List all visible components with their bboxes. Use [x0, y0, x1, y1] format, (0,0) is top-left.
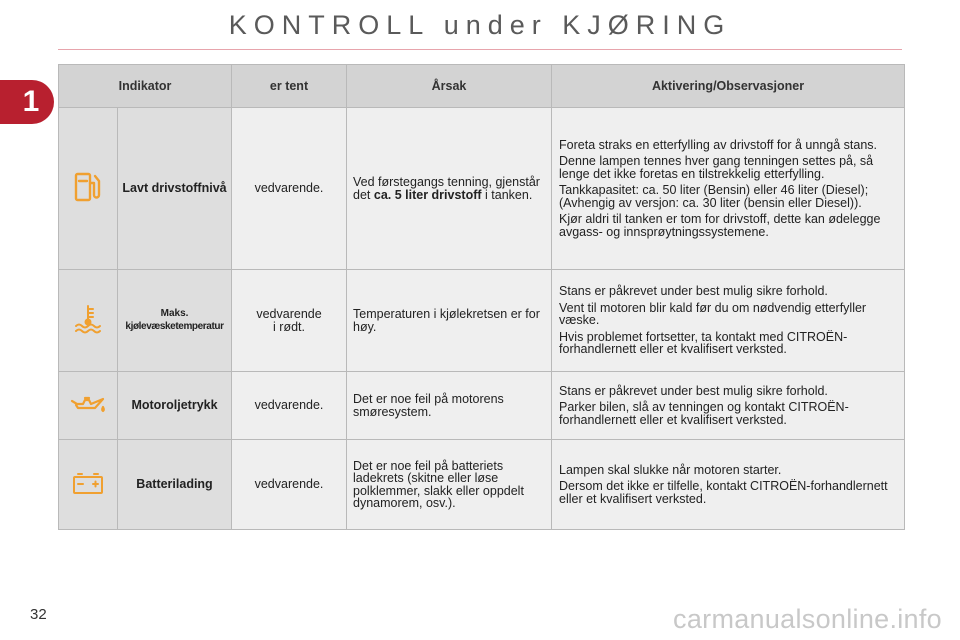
action-paragraph: Stans er påkrevet under best mulig sikre forhold. — [559, 383, 828, 398]
action-paragraph: Parker bilen, slå av tenningen og kontakt CITROËN-forhandlernett eller et kvalifisert verksted. — [559, 400, 849, 427]
table-header-row — [59, 65, 905, 108]
cause-text: Temperaturen i kjølekretsen er for høy. — [347, 270, 552, 372]
action-paragraph: Foreta straks en etterfylling av drivstoff for å unngå stans. — [559, 137, 877, 152]
indicator-name: Lavt drivstoffnivå — [118, 108, 232, 270]
cause-text: Det er noe feil på motorens smøresystem. — [347, 372, 552, 440]
action-paragraph: Denne lampen tennes hver gang tenningen settes på, så lenge det ikke foretas en tilstrekkelig etterfylling. — [559, 154, 874, 181]
icon-cell — [59, 108, 118, 270]
icon-cell — [59, 440, 118, 530]
table-row — [59, 108, 905, 270]
action-paragraph: Kjør aldri til tanken er tom for drivstoff, dette kan ødelegge avgass- og innsprøytningssystemene. — [559, 212, 881, 239]
action-paragraph: Stans er påkrevet under best mulig sikre forhold. — [559, 284, 828, 299]
indicator-name-line: Maks. — [160, 308, 189, 319]
icon-cell — [59, 270, 118, 372]
table-row — [59, 372, 905, 440]
action-paragraph: Hvis problemet fortsetter, ta kontakt med CITROËN-forhandlernett eller et kvalifisert verksted. — [559, 329, 848, 357]
action-paragraph: Vent til motoren blir kald før du om nødvendig etterfyller væske. — [559, 300, 867, 328]
action-text — [552, 108, 905, 270]
lit-status-line: i rødt. — [273, 319, 305, 334]
fuel-pump-icon — [73, 170, 103, 204]
oil-pressure-icon — [70, 393, 106, 415]
coolant-temperature-icon — [73, 304, 103, 334]
page-number: 32 — [30, 606, 47, 623]
action-paragraph: Lampen skal slukke når motoren starter. — [559, 462, 782, 477]
lit-status: vedvarende. — [232, 108, 347, 270]
header-indicator: Indikator — [59, 65, 232, 108]
header-cause: Årsak — [347, 65, 552, 108]
indicator-name-line: kjølevæsketemperatur — [125, 320, 224, 332]
table-row — [59, 270, 905, 372]
lit-status — [232, 270, 347, 372]
indicator-table — [58, 64, 905, 530]
action-paragraph: Dersom det ikke er tilfelle, kontakt CITROËN-forhandlernett eller et kvalifisert verksted. — [559, 479, 888, 506]
indicator-name: Motoroljetrykk — [118, 372, 232, 440]
lit-status: vedvarende. — [232, 440, 347, 530]
action-text — [552, 270, 905, 372]
chapter-tab: 1 — [0, 80, 54, 124]
cause-text-part: i tanken. — [481, 187, 533, 202]
cause-text-part: Ved førstegangs tenning, gjenstår det — [353, 175, 540, 202]
action-text — [552, 372, 905, 440]
title-divider — [58, 49, 902, 50]
watermark: carmanualsonline.info — [673, 604, 942, 634]
cause-text — [347, 108, 552, 270]
action-text — [552, 440, 905, 530]
table-row — [59, 440, 905, 530]
indicator-name: Batterilading — [118, 440, 232, 530]
header-action: Aktivering/Observasjoner — [552, 65, 905, 108]
page-title: KONTROLL under KJØRING — [228, 10, 732, 40]
battery-icon — [72, 471, 104, 495]
lit-status-line: vedvarende — [256, 307, 322, 321]
lit-status: vedvarende. — [232, 372, 347, 440]
icon-cell — [59, 372, 118, 440]
header-lit: er tent — [232, 65, 347, 108]
cause-text-bold: ca. 5 liter drivstoff — [373, 187, 482, 202]
indicator-name — [118, 270, 232, 372]
action-paragraph: Tankkapasitet: ca. 50 liter (Bensin) eller 46 liter (Diesel); (Avhengig av versjon: ca. 30 liter (bensin eller Diesel)). — [559, 183, 869, 210]
cause-text: Det er noe feil på batteriets ladekrets (skitne eller løse polklemmer, slakk eller oppdelt dynamorem, osv.). — [347, 440, 552, 530]
